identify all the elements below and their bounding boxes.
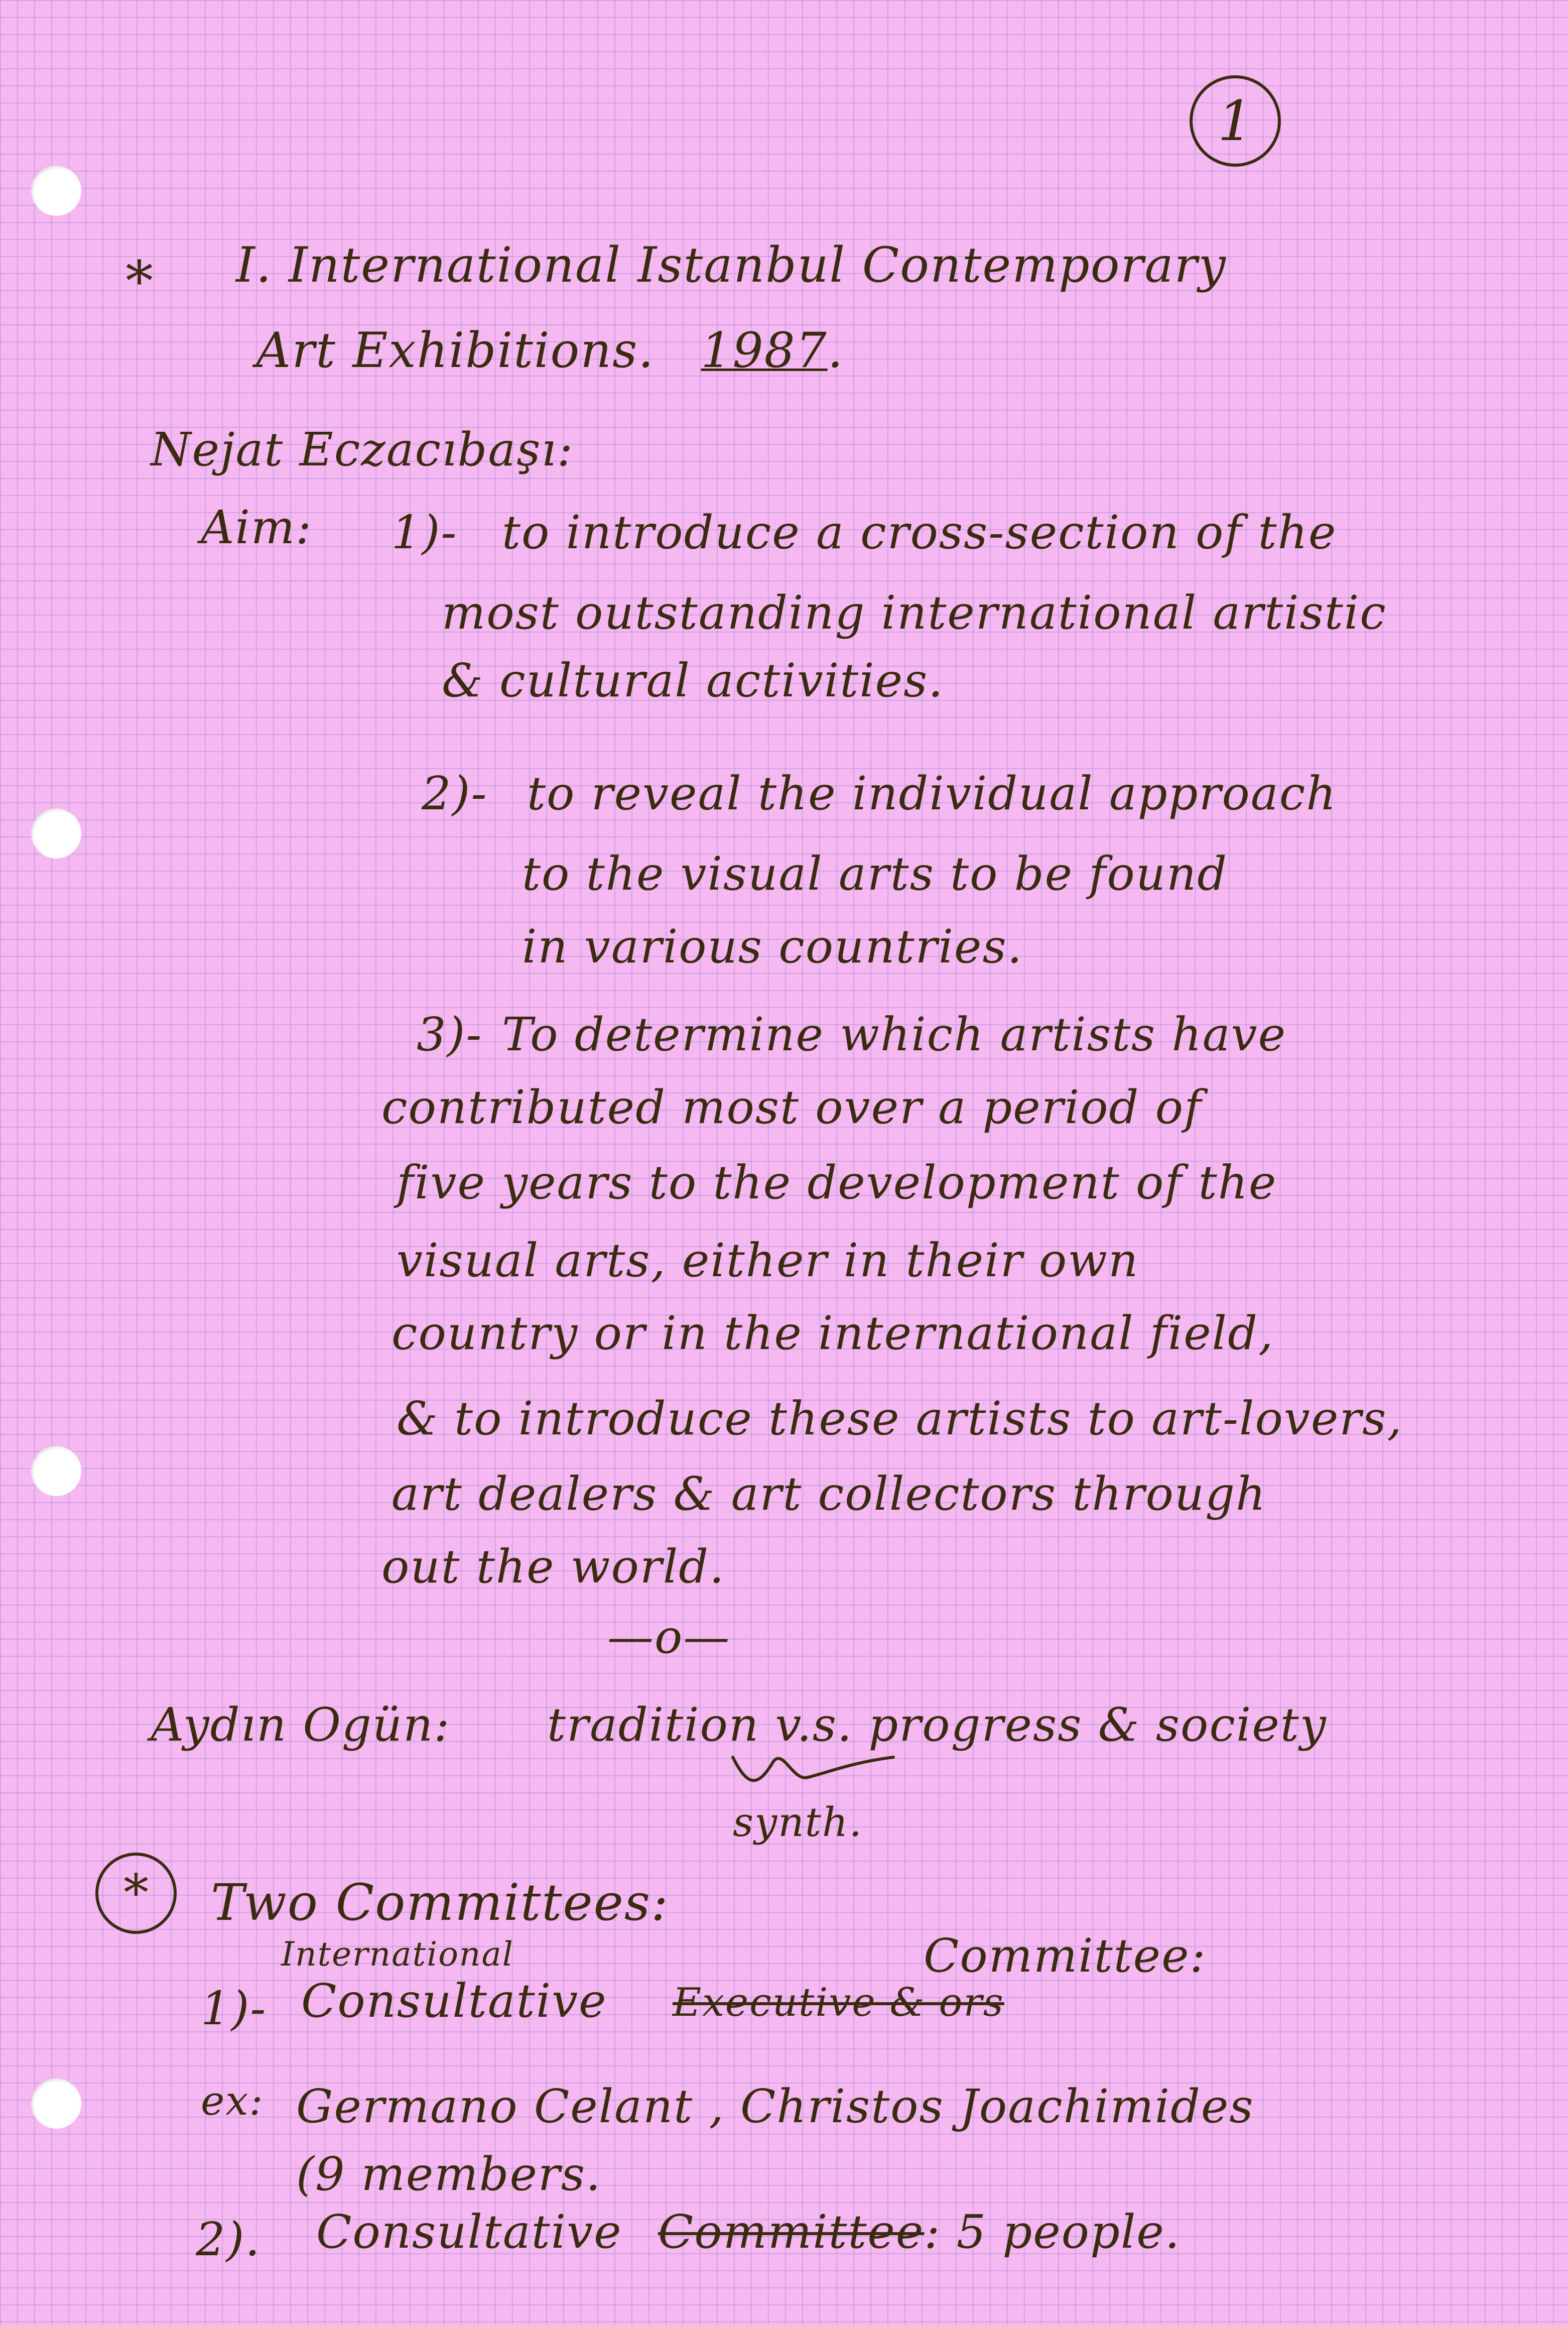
binder-hole-upper-middle: [31, 808, 81, 859]
aim-2-line-3: in various countries.: [522, 920, 1023, 973]
heading-line-2: [256, 322, 844, 379]
committees-marker: [95, 1853, 177, 1934]
aim-3-line-2: contributed most over a period of: [381, 1080, 1203, 1134]
aim-3-line-1: To determine which artists have: [502, 1008, 1287, 1061]
aim-3-line-5: country or in the international field,: [391, 1306, 1274, 1360]
author-name: Nejat Eczacıbaşı:: [151, 423, 574, 476]
aim-2-number: 2)-: [422, 767, 488, 820]
committee-1-insertion: International: [281, 1935, 514, 1974]
committee-2-struck-text: Committee: [658, 2205, 925, 2259]
aim-1-line-2: most outstanding international artistic: [442, 586, 1387, 640]
committees-marker-text: *: [123, 1864, 149, 1922]
heading-line-2-prefix: Art Exhibitions.: [256, 322, 655, 379]
heading-year: 1987: [701, 322, 828, 379]
binder-hole-lower-middle: [31, 1446, 81, 1496]
committee-1-struck-text: Executive & ors: [673, 1980, 1004, 2025]
aim-1-line-3: & cultural activities.: [442, 654, 944, 707]
aydin-note: tradition v.s. progress & society: [547, 1698, 1327, 1752]
example-prefix: ex:: [201, 2077, 264, 2124]
binder-hole-bottom: [31, 2078, 81, 2129]
aim-3-number: 3)-: [417, 1008, 483, 1061]
page-number-text: 1: [1218, 89, 1253, 153]
page-number: [1190, 75, 1281, 167]
heading-line-1: I. International Istanbul Contemporary: [236, 237, 1227, 293]
committees-title: Two Committees:: [211, 1873, 669, 1932]
heading-marker: *: [125, 249, 154, 313]
aydin-name: Aydın Ogün:: [151, 1698, 451, 1752]
aim-1-number: 1)-: [391, 506, 458, 559]
aim-1-line-1: to introduce a cross-section of the: [502, 506, 1337, 559]
aim-3-line-7: art dealers & art collectors through: [391, 1467, 1267, 1521]
heading-line-2-suffix: .: [827, 322, 844, 379]
aim-3-line-3: five years to the development of the: [397, 1156, 1277, 1209]
synthesis-note: synth.: [733, 1799, 863, 1846]
aim-3-line-6: & to introduce these artists to art-lovers,: [397, 1392, 1403, 1445]
aim-3-line-8: out the world.: [381, 1540, 725, 1594]
committee-2-label: [316, 2205, 1181, 2259]
committee-2-number: 2).: [196, 2213, 261, 2266]
aim-2-line-2: to the visual arts to be found: [522, 847, 1228, 901]
committee-2-tail: : 5 people.: [924, 2205, 1181, 2259]
committee-2-main: Consultative: [316, 2205, 622, 2259]
example-names: Germano Celant , Christos Joachimides: [296, 2079, 1254, 2133]
section-separator: —o—: [607, 1610, 731, 1664]
aim-3-line-4: visual arts, either in their own: [397, 1234, 1139, 1287]
synthesis-arrow-squiggle: [728, 1747, 898, 1792]
binder-hole-top: [31, 166, 81, 216]
aim-label: Aim:: [201, 501, 313, 554]
example-members: (9 members.: [296, 2147, 602, 2201]
aim-2-line-1: to reveal the individual approach: [527, 767, 1337, 820]
committee-1-tail: Committee:: [924, 1929, 1207, 1983]
committee-1-number: 1)-: [201, 1982, 267, 2035]
committee-1-label: Consultative: [301, 1974, 607, 2028]
